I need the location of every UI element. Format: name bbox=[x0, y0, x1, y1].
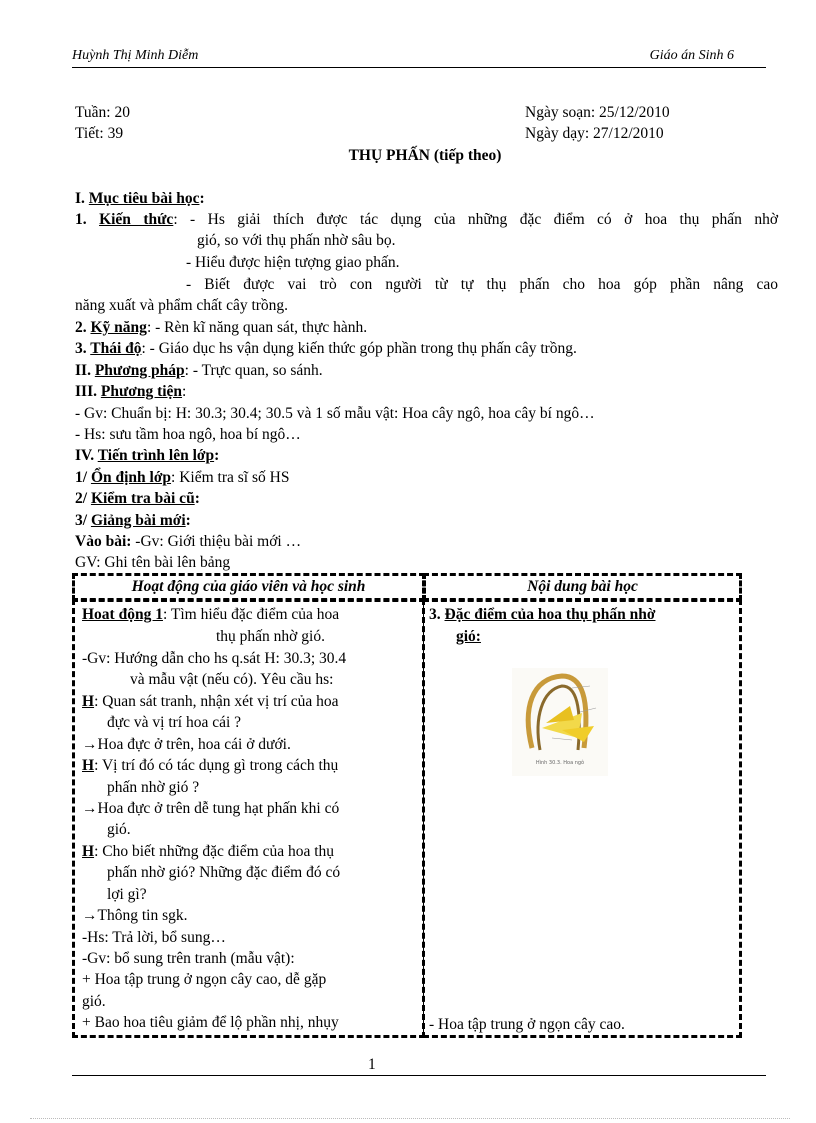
answer-2-b: gió. bbox=[107, 821, 131, 838]
footer-rule bbox=[72, 1075, 766, 1076]
section1-heading: I. Mục tiêu bài học: bbox=[75, 190, 205, 207]
header-title: Giáo án Sinh 6 bbox=[649, 48, 734, 63]
section3-heading: III. Phương tiện: bbox=[75, 383, 187, 400]
question-2: H: Vị trí đó có tác dụng gì trong cách thụ bbox=[82, 757, 339, 774]
header-rule bbox=[72, 67, 766, 68]
knowledge-line2: gió, so với thụ phấn nhờ sâu bọ. bbox=[197, 232, 396, 249]
gv-supplement: -Gv: bổ sung trên tranh (mẫu vật): bbox=[82, 950, 295, 967]
hs-response: -Hs: Trả lời, bổ sung… bbox=[82, 929, 226, 946]
knowledge-line3: - Hiểu được hiện tượng giao phấn. bbox=[186, 254, 400, 271]
section4-heading: IV. Tiến trình lên lớp: bbox=[75, 447, 220, 464]
page-number: 1 bbox=[368, 1056, 376, 1073]
gv-instruction: -Gv: Hướng dẫn cho hs q.sát H: 30.3; 30.4 bbox=[82, 650, 347, 667]
answer-2: →Hoa đực ở trên dễ tung hạt phấn khi có bbox=[82, 800, 340, 817]
point-1: + Hoa tập trung ở ngọn cây cao, dễ gặp bbox=[82, 971, 327, 988]
knowledge-line1: 1. Kiến thức: - Hs giải thích được tác dụng của những đặc điểm có ở hoa thụ phấn nhờ bbox=[75, 211, 779, 228]
question-1-b: đực và vị trí hoa cái ? bbox=[107, 714, 242, 731]
header-author: Huỳnh Thị Minh Diễm bbox=[72, 48, 199, 63]
answer-1: →Hoa đực ở trên, hoa cái ở dưới. bbox=[82, 736, 291, 753]
question-1: H: Quan sát tranh, nhận xét vị trí của hoa bbox=[82, 693, 339, 710]
board-line: GV: Ghi tên bài lên bảng bbox=[75, 554, 231, 571]
intro-line: Vào bài: -Gv: Giới thiệu bài mới … bbox=[75, 533, 302, 550]
attitude-line: 3. Thái độ: - Giáo dục hs vận dụng kiến thức góp phần trong thụ phấn cây trồng. bbox=[75, 340, 577, 357]
activity-heading: Hoat động 1: Tìm hiểu đặc điểm của hoa bbox=[82, 606, 340, 623]
prep-date: Ngày soạn: 25/12/2010 bbox=[525, 104, 670, 121]
skill-line: 2. Kỹ năng: - Rèn kĩ năng quan sát, thực hành. bbox=[75, 319, 368, 336]
lesson-title: THỤ PHẤN (tiếp theo) bbox=[348, 147, 502, 164]
section3-hs: - Hs: sưu tầm hoa ngô, hoa bí ngô… bbox=[75, 426, 301, 443]
content-point: - Hoa tập trung ở ngọn cây cao. bbox=[429, 1016, 625, 1033]
period: Tiết: 39 bbox=[75, 125, 124, 142]
knowledge-line5: năng xuất và phẩm chất cây trồng. bbox=[75, 297, 289, 314]
step2-line: 2/ Kiểm tra bài cũ: bbox=[75, 490, 200, 507]
step1-line: 1/ Ổn định lớp: Kiểm tra sĩ số HS bbox=[75, 469, 290, 486]
gv-instruction-2: và mẫu vật (nếu có). Yêu cầu hs: bbox=[130, 671, 334, 688]
answer-3: →Thông tin sgk. bbox=[82, 907, 188, 924]
section2-line: II. Phương pháp: - Trực quan, so sánh. bbox=[75, 362, 323, 379]
point-2: + Bao hoa tiêu giảm để lộ phần nhị, nhụy bbox=[82, 1014, 339, 1031]
page-edge bbox=[30, 1118, 790, 1119]
knowledge-line4: - Biết được vai trò con người từ tự thụ phấn cho hoa góp phần nâng cao bbox=[186, 276, 778, 293]
question-3: H: Cho biết những đặc điểm của hoa thụ bbox=[82, 843, 335, 860]
step3-line: 3/ Giảng bài mới: bbox=[75, 512, 191, 529]
col1-header: Hoạt động của giáo viên và học sinh bbox=[131, 578, 366, 595]
section3-gv: - Gv: Chuẩn bị: H: 30.3; 30.4; 30.5 và 1 số mẫu vật: Hoa cây ngô, hoa cây bí ngô… bbox=[75, 405, 595, 422]
corn-flower-figure bbox=[512, 668, 608, 776]
content-heading: 3. Đặc điểm của hoa thụ phấn nhờ bbox=[429, 606, 656, 623]
col2-header: Nội dung bài học bbox=[527, 578, 638, 595]
question-3-c: lợi gì? bbox=[107, 886, 147, 903]
question-3-b: phấn nhờ gió? Những đặc điểm đó có bbox=[107, 864, 341, 881]
figure-caption: Hình 30.3. Hoa ngô bbox=[535, 760, 585, 766]
content-heading-2: gió: bbox=[456, 628, 481, 645]
activity-heading-2: thụ phấn nhờ gió. bbox=[216, 628, 325, 645]
question-2-b: phấn nhờ gió ? bbox=[107, 779, 200, 796]
teach-date: Ngày dạy: 27/12/2010 bbox=[525, 125, 664, 142]
week: Tuần: 20 bbox=[75, 104, 130, 121]
right-body-cell bbox=[423, 599, 742, 1038]
point-1-b: gió. bbox=[82, 993, 106, 1010]
